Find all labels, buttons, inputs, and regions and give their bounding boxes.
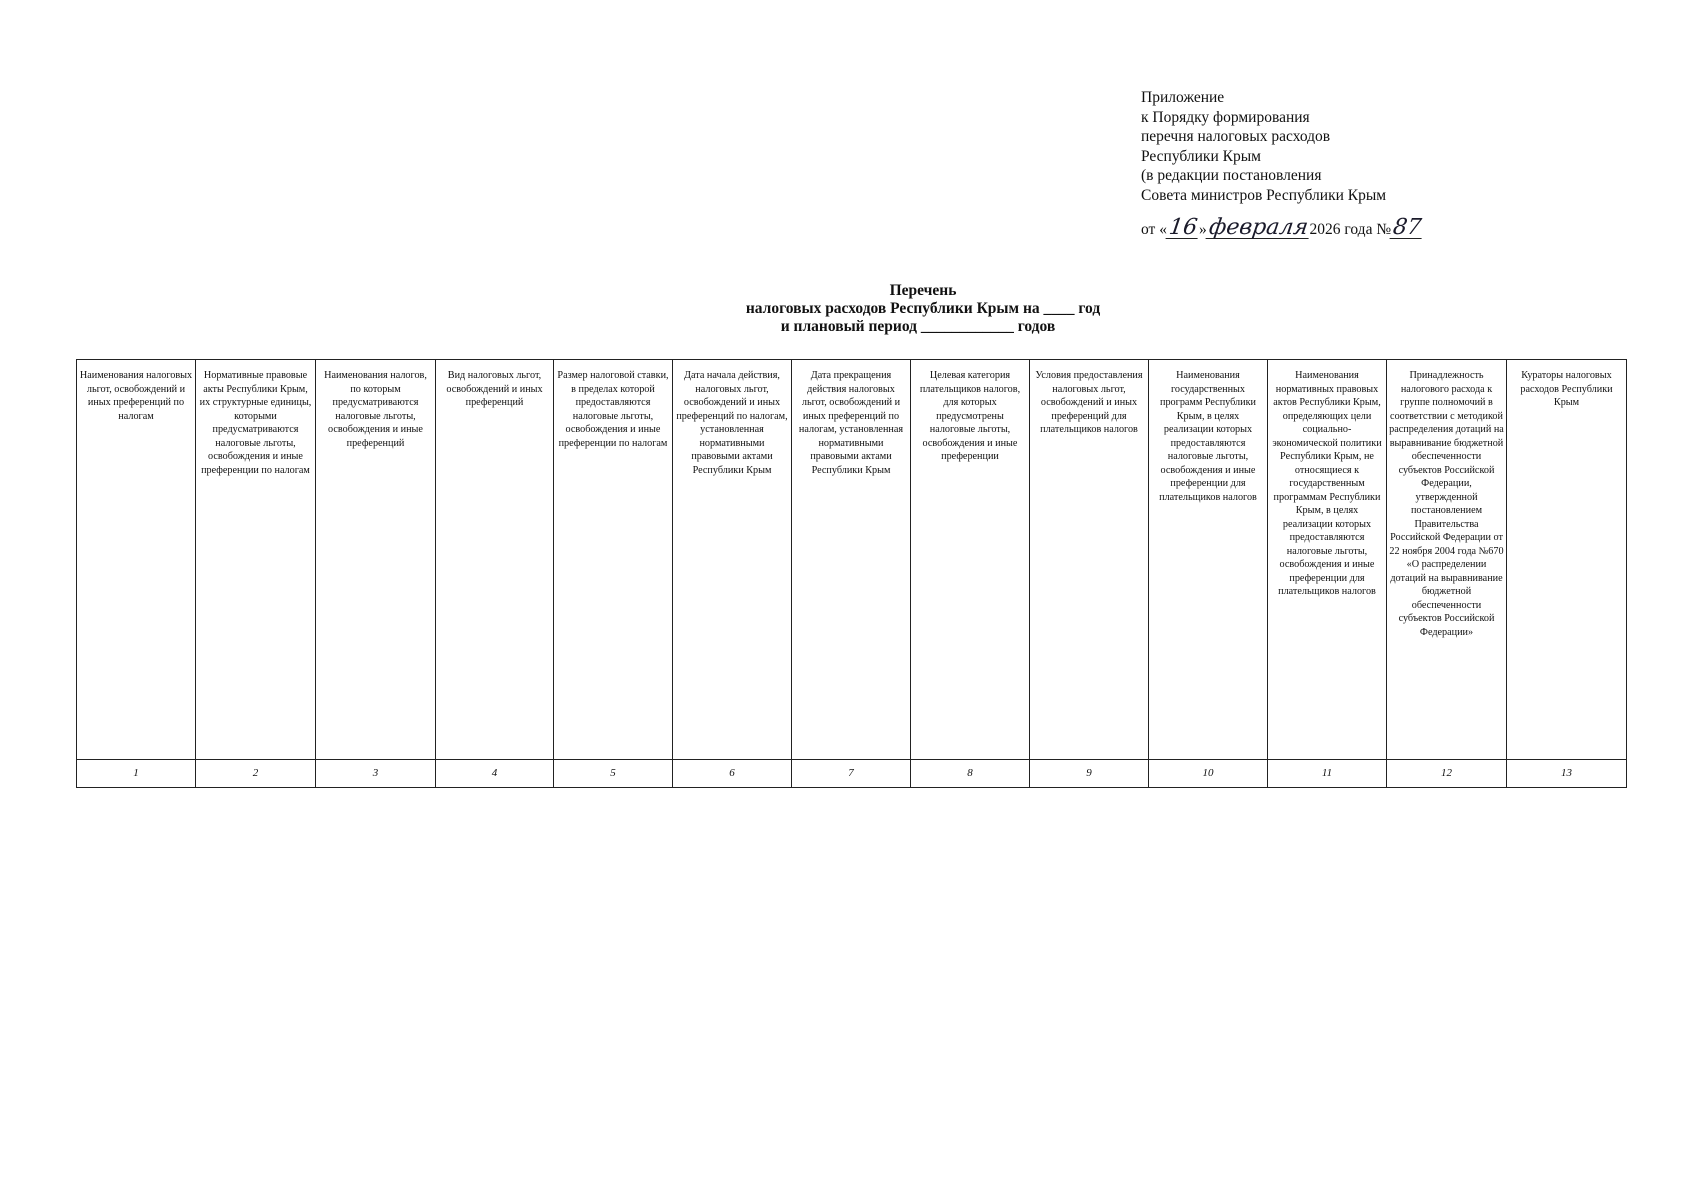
appendix-line: перечня налоговых расходов	[1141, 128, 1331, 145]
column-number: 4	[436, 760, 554, 788]
column-number: 1	[77, 760, 196, 788]
column-header: Дата начала действия, налоговых льгот, освобождений и иных преференций по налогам, установленная нормативными правовыми актами Республики Крым	[673, 360, 792, 760]
handwritten-month: февраля	[1207, 215, 1310, 240]
column-header: Размер налоговой ставки, в пределах которой предоставляются налоговые льготы, освобождения и иные преференции по налогам	[554, 360, 673, 760]
order-year: 2026 года №	[1309, 221, 1392, 238]
column-number: 10	[1149, 760, 1268, 788]
column-header: Вид налоговых льгот, освобождений и иных преференций	[436, 360, 554, 760]
column-number: 13	[1507, 760, 1627, 788]
tax-expenditure-table	[76, 359, 1627, 788]
column-header: Наименования государственных программ Республики Крым, в целях реализации которых предоставляются налоговые льготы, освобождения и иные преференции для плательщиков налогов	[1149, 360, 1268, 760]
column-header: Наименования налогов, по которым предусматриваются налоговые льготы, освобождения и иные преференций	[316, 360, 436, 760]
document-title	[0, 282, 1686, 336]
appendix-line: Совета министров Республики Крым	[1141, 186, 1387, 204]
title-line-3: и плановый период ____________ годов	[780, 318, 1056, 335]
order-mid: »	[1198, 221, 1207, 238]
column-number: 12	[1387, 760, 1507, 788]
column-number-row	[77, 760, 1627, 788]
tax-expenditure-table-wrap	[76, 359, 1627, 788]
column-header: Дата прекращения действия налоговых льгот, освобождений и иных преференций по налогам, установленная нормативными правовыми актами Республики Крым	[792, 360, 911, 760]
column-header: Наименования нормативных правовых актов Республики Крым, определяющих цели социально-экономической политики Республики Крым, не относящиеся к государственным программам Республики Крым, в целях реализации которых предоставляются налоговые льготы, освобождения и иные преференции для плательщиков налогов	[1268, 360, 1387, 760]
title-line-2: налоговых расходов Республики Крым на ____ год	[745, 300, 1101, 317]
column-number: 6	[673, 760, 792, 788]
handwritten-number: 87	[1391, 215, 1424, 240]
column-header: Условия предоставления налоговых льгот, освобождений и иных преференций для плательщиков налогов	[1030, 360, 1149, 760]
column-number: 2	[196, 760, 316, 788]
handwritten-day: 16	[1167, 215, 1199, 240]
column-number: 3	[316, 760, 436, 788]
order-prefix: от «	[1141, 221, 1167, 238]
column-header: Принадлежность налогового расхода к группе полномочий в соответствии с методикой распределения дотаций на выравнивание бюджетной обеспеченности субъектов Российской Федерации, утвержденной постановлением Правительства Российской Федерации от 22 ноября 2004 года №670 «О распределении дотаций на выравнивание бюджетной обеспеченности субъектов Российской Федерации»	[1387, 360, 1507, 760]
appendix-line: Приложение	[1141, 89, 1225, 106]
appendix-line: Республики Крым	[1141, 147, 1261, 165]
column-number: 9	[1030, 760, 1149, 788]
column-number: 7	[792, 760, 911, 788]
header-row	[77, 360, 1627, 760]
column-header: Нормативные правовые акты Республики Крым, их структурные единицы, которыми предусматриваются налоговые льготы, освобождения и иные преференции по налогам	[196, 360, 316, 760]
column-header: Кураторы налоговых расходов Республики Крым	[1507, 360, 1627, 760]
appendix-line: (в редакции постановления	[1141, 167, 1322, 184]
column-number: 11	[1268, 760, 1387, 788]
column-number: 5	[554, 760, 673, 788]
order-date-line	[1141, 215, 1424, 240]
column-header: Наименования налоговых льгот, освобождений и иных преференций по налогам	[77, 360, 196, 760]
appendix-block	[1141, 88, 1386, 205]
column-number: 8	[911, 760, 1030, 788]
appendix-line: к Порядку формирования	[1141, 108, 1310, 126]
title-line-1: Перечень	[889, 282, 957, 299]
column-header: Целевая категория плательщиков налогов, для которых предусмотрены налоговые льготы, освобождения и иные преференции	[911, 360, 1030, 760]
